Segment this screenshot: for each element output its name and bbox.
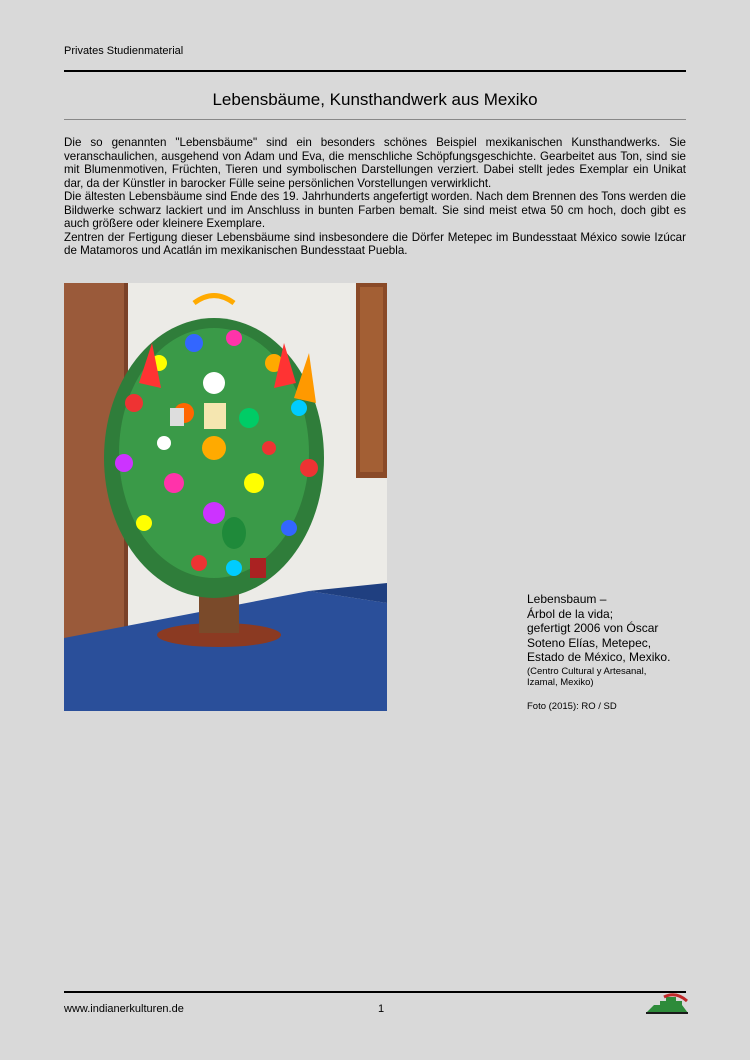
body-text [64, 136, 686, 258]
caption-line: Lebensbaum – [527, 592, 607, 606]
paragraph: Die so genannten "Lebensbäume" sind ein besonders schönes Beispiel mexikanischen Kunsthandwerks. Sie veranschaulichen, ausgehend von Adam und Eva, die menschliche Schöpfungsgeschichte. Gearbeitet aus Ton, sind sie mit Blumenmotiven, Früchten, Tieren und symbolischen Darstellungen verziert. Dabei stellt jedes Exemplar ein Unikat dar, da der Künstler in barocker Fülle seine persönlichen Vorstellungen verwirklicht. [64, 136, 686, 190]
caption-line: Árbol de la vida; [527, 606, 614, 621]
site-logo-icon [646, 993, 688, 1015]
photo-credit: Foto (2015): RO / SD [527, 700, 617, 712]
tree-of-life-photo [64, 283, 387, 711]
caption-line: Soteno Elías, Metepec, [527, 635, 652, 650]
paragraph: Die ältesten Lebensbäume sind Ende des 19. Jahrhunderts angefertigt worden. Nach dem Brennen des Tons werden die Bildwerke schwarz lackiert und im Anschluss in bunten Farben bemalt. Sie sind meist etwa 50 cm hoch, doch gibt es auch größere oder kleinere Exemplare. [64, 190, 686, 230]
caption-note-line: Izamal, Mexiko) [527, 677, 594, 688]
footer-rule [64, 991, 686, 993]
page-number: 1 [378, 1003, 385, 1015]
photo-caption [527, 592, 697, 712]
footer-url: www.indianerkulturen.de [64, 1003, 184, 1015]
page-title: Lebensbäume, Kunsthandwerk aus Mexiko [212, 90, 538, 109]
paragraph: Zentren der Fertigung dieser Lebensbäume sind insbesondere die Dörfer Metepec im Bundesstaat México sowie Izúcar de Matamoros und Acatlán im mexikanischen Bundesstaat Puebla. [64, 230, 686, 257]
caption-note-line: (Centro Cultural y Artesanal, [527, 665, 647, 677]
caption-line: gefertigt 2006 von Óscar [527, 621, 659, 635]
title-rule [64, 119, 686, 120]
caption-note [527, 666, 697, 689]
header-rule [64, 70, 686, 72]
caption-main [527, 592, 697, 665]
photo-illustration [64, 283, 387, 711]
caption-line: Estado de México, Mexiko. [527, 650, 671, 664]
page-header-label: Privates Studienmaterial [64, 45, 184, 57]
